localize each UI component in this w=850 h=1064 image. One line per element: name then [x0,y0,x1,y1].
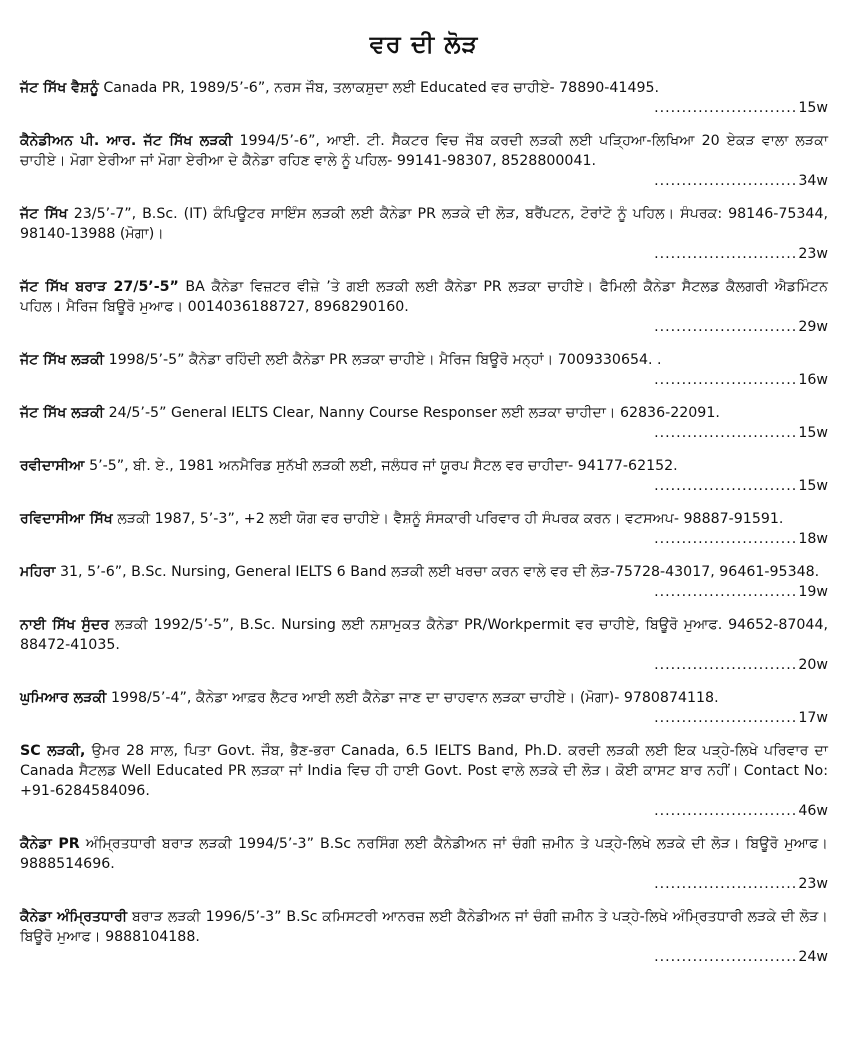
list-item [20,131,828,191]
ad-code: 15w [798,478,828,494]
ad-heading: ਕੈਨੇਡਾ PR [20,836,80,852]
leader-dots: .......................... [654,372,798,388]
ad-body-text: 24/5’-5” General IELTS Clear, Nanny Course Responser ਲਈ ਲੜਕਾ ਚਾਹੀਦਾ। 62836-22091. [104,405,720,421]
ad-code: 18w [798,531,828,547]
ads-list [20,78,828,980]
leader-dots: .......................... [654,710,798,726]
list-item [20,907,828,967]
ad-code: 20w [798,657,828,673]
ad-heading: ਘੁਮਿਆਰ ਲੜਕੀ [20,690,107,706]
leader-dots: .......................... [654,100,798,116]
leader-dots: .......................... [654,173,798,189]
page-title: ਵਰ ਦੀ ਲੋੜ [369,30,479,58]
ad-text [20,456,828,476]
leader-dots: .......................... [654,425,798,441]
leader-dots: .......................... [654,531,798,547]
ad-heading: SC ਲੜਕੀ, [20,743,86,759]
leader-dots: .......................... [654,319,798,335]
ad-code: 16w [798,372,828,388]
ad-heading: ਰਵਿਦਾਸੀਆ ਸਿੱਖ [20,511,113,527]
ad-heading: ਰਵੀਦਾਸੀਆ [20,458,85,474]
list-item [20,741,828,821]
ad-text [20,277,828,317]
ad-heading: ਜੱਟ ਸਿੱਖ [20,206,68,222]
ad-body-text: 1994/5’-6”, ਆਈ. ਟੀ. ਸੈਕਟਰ ਵਿਚ ਜੌਬ ਕਰਦੀ ਲੜਕੀ ਲਈ ਪੜ੍ਹਿਆ-ਲਿਖਿਆ 20 ਏਕੜ ਵਾਲਾ ਲੜਕਾ ਚਾਹੀਏ। ਮੋਗਾ ਏਰੀਆ ਜਾਂ ਮੋਗਾ ਏਰੀਆ ਦੇ ਕੈਨੇਡਾ ਰਹਿਣ ਵਾਲੇ ਨੂੰ ਪਹਿਲ- 99141-98307, 8528800041. [20,133,828,169]
list-item [20,509,828,549]
ad-heading: ਕੈਨੇਡਾ ਅੰਮ੍ਰਿਤਧਾਰੀ [20,909,128,925]
list-item [20,350,828,390]
ad-text [20,615,828,655]
ad-text [20,562,828,582]
ad-code: 24w [798,949,828,965]
list-item [20,688,828,728]
ad-text [20,131,828,171]
leader-dots: .......................... [654,246,798,262]
ad-code: 29w [798,319,828,335]
ad-code: 17w [798,710,828,726]
ad-code: 23w [798,246,828,262]
list-item [20,403,828,443]
list-item [20,615,828,675]
ad-body-text: ਉਮਰ 28 ਸਾਲ, ਪਿਤਾ Govt. ਜੌਬ, ਭੈਣ-ਭਰਾ Canada, 6.5 IELTS Band, Ph.D. ਕਰਦੀ ਲੜਕੀ ਲਈ ਇਕ ਪੜ੍ਹੇ-ਲਿਖੇ ਪਰਿਵਾਰ ਦਾ Canada ਸੈਟਲਡ Well Educated PR ਲੜਕਾ ਜਾਂ India ਵਿਚ ਹੀ ਹਾਈ Govt. Post ਵਾਲੇ ਲੜਕੇ ਦੀ ਲੋੜ। ਕੋਈ ਕਾਸਟ ਬਾਰ ਨਹੀਂ। Contact No: +91-6284584096. [20,743,828,799]
ad-text [20,403,828,423]
ad-body-text: Canada PR, 1989/5’-6”, ਨਰਸ ਜੌਬ, ਤਲਾਕਸ਼ੁਦਾ ਲਈ Educated ਵਰ ਚਾਹੀਏ- 78890-41495. [98,80,660,96]
ad-footer [20,370,828,390]
leader-dots: .......................... [654,876,798,892]
list-item [20,78,828,118]
ad-footer [20,244,828,264]
ad-heading: ਜੱਟ ਸਿੱਖ ਲੜਕੀ [20,405,105,421]
ad-footer [20,801,828,821]
ad-footer [20,476,828,496]
ad-heading: ਨਾਈ ਸਿੱਖ ਸੁੰਦਰ [20,617,110,633]
list-item [20,277,828,337]
ad-footer [20,529,828,549]
ad-code: 23w [798,876,828,892]
ad-body-text: ਬਰਾੜ ਲੜਕੀ 1996/5’-3” B.Sc ਕਮਿਸਟਰੀ ਆਨਰਜ਼ ਲਈ ਕੈਨੇਡੀਅਨ ਜਾਂ ਚੰਗੀ ਜ਼ਮੀਨ ਤੇ ਪੜ੍ਹੇ-ਲਿਖੇ ਅੰਮ੍ਰਿਤਧਾਰੀ ਲੜਕੇ ਦੀ ਲੋੜ। ਬਿਊਰੋ ਮੁਆਫ। 9888104188. [20,909,828,945]
ad-text [20,834,828,874]
ad-text [20,78,828,98]
ad-body-text: 1998/5’-5” ਕੈਨੇਡਾ ਰਹਿੰਦੀ ਲਈ ਕੈਨੇਡਾ PR ਲੜਕਾ ਚਾਹੀਏ। ਮੈਰਿਜ ਬਿਊਰੋ ਮਨ੍ਹਾਂ। 7009330654. . [104,352,662,368]
ad-body-text: 23/5’-7”, B.Sc. (IT) ਕੰਪਿਊਟਰ ਸਾਇੰਸ ਲੜਕੀ ਲਈ ਕੈਨੇਡਾ PR ਲੜਕੇ ਦੀ ਲੋੜ, ਬਰੈਂਪਟਨ, ਟੋਰਾਂਟੋ ਨੂੰ ਪਹਿਲ। ਸੰਪਰਕ: 98146-75344, 98140-13988 (ਮੋਗਾ)। [20,206,828,242]
leader-dots: .......................... [654,478,798,494]
list-item [20,562,828,602]
ad-footer [20,947,828,967]
ad-body-text: ਅੰਮ੍ਰਿਤਧਾਰੀ ਬਰਾੜ ਲੜਕੀ 1994/5’-3” B.Sc ਨਰਸਿੰਗ ਲਈ ਕੈਨੇਡੀਅਨ ਜਾਂ ਚੰਗੀ ਜ਼ਮੀਨ ਤੇ ਪੜ੍ਹੇ-ਲਿਖੇ ਲੜਕੇ ਦੀ ਲੋੜ। ਬਿਊਰੋ ਮੁਆਫ। 9888514696. [20,836,828,872]
ad-text [20,741,828,801]
ad-heading: ਕੈਨੇਡੀਅਨ ਪੀ. ਆਰ. ਜੱਟ ਸਿੱਖ ਲੜਕੀ [20,133,233,149]
ad-text [20,509,828,529]
ad-text [20,350,828,370]
ad-body-text: ਲੜਕੀ 1987, 5’-3”, +2 ਲਈ ਯੋਗ ਵਰ ਚਾਹੀਏ। ਵੈਸ਼ਨੂੰ ਸੰਸਕਾਰੀ ਪਰਿਵਾਰ ਹੀ ਸੰਪਰਕ ਕਰਨ। ਵਟਸਅਪ- 98887-91591. [112,511,784,527]
leader-dots: .......................... [654,803,798,819]
ad-code: 15w [798,100,828,116]
ad-body-text: 31, 5’-6”, B.Sc. Nursing, General IELTS 6 Band ਲੜਕੀ ਲਈ ਖਰਚਾ ਕਰਨ ਵਾਲੇ ਵਰ ਦੀ ਲੋੜ-75728-43017, 96461-95348. [55,564,820,580]
ad-footer [20,423,828,443]
leader-dots: .......................... [654,657,798,673]
leader-dots: .......................... [654,949,798,965]
ad-footer [20,874,828,894]
list-item [20,456,828,496]
list-item [20,834,828,894]
ad-body-text: 1998/5’-4”, ਕੈਨੇਡਾ ਆਫ਼ਰ ਲੈਟਰ ਆਈ ਲਈ ਕੈਨੇਡਾ ਜਾਣ ਦਾ ਚਾਹਵਾਨ ਲੜਕਾ ਚਾਹੀਏ। (ਮੋਗਾ)- 9780874118. [106,690,719,706]
ad-code: 34w [798,173,828,189]
ad-footer [20,655,828,675]
ad-code: 15w [798,425,828,441]
ad-footer [20,317,828,337]
ad-heading: ਜੱਟ ਸਿੱਖ ਬਰਾੜ 27/5’-5” [20,279,179,295]
ad-code: 46w [798,803,828,819]
ad-footer [20,98,828,118]
ad-body-text: 5’-5”, ਬੀ. ਏ., 1981 ਅਨਮੈਰਿਡ ਸੁਨੱਖੀ ਲੜਕੀ ਲਈ, ਜਲੰਧਰ ਜਾਂ ਯੂਰਪ ਸੈਟਲ ਵਰ ਚਾਹੀਦਾ- 94177-62152. [84,458,678,474]
ad-footer [20,582,828,602]
ad-text [20,204,828,244]
ad-footer [20,171,828,191]
ad-heading: ਜੱਟ ਸਿੱਖ ਲੜਕੀ [20,352,105,368]
ad-footer [20,708,828,728]
ad-body-text: ਲੜਕੀ 1992/5’-5”, B.Sc. Nursing ਲਈ ਨਸ਼ਾਮੁਕਤ ਕੈਨੇਡਾ PR/Workpermit ਵਰ ਚਾਹੀਏ, ਬਿਊਰੋ ਮੁਆਫ. 94652-87044, 88472-41035. [20,617,828,653]
ad-text [20,907,828,947]
ad-heading: ਮਹਿਰਾ [20,564,56,580]
ad-code: 19w [798,584,828,600]
ad-heading: ਜੱਟ ਸਿੱਖ ਵੈਸ਼ਨੂੰ [20,80,99,96]
ad-body-text: BA ਕੈਨੇਡਾ ਵਿਜ਼ਟਰ ਵੀਜ਼ੇ ’ਤੇ ਗਈ ਲੜਕੀ ਲਈ ਕੈਨੇਡਾ PR ਲੜਕਾ ਚਾਹੀਏ। ਫੈਮਿਲੀ ਕੈਨੇਡਾ ਸੈਟਲਡ ਕੈਲਗਰੀ ਐਡਮਿੰਟਨ ਪਹਿਲ। ਮੈਰਿਜ ਬਿਊਰੋ ਮੁਆਫ। 0014036188727, 8968290160. [20,279,828,315]
list-item [20,204,828,264]
leader-dots: .......................... [654,584,798,600]
ad-text [20,688,828,708]
